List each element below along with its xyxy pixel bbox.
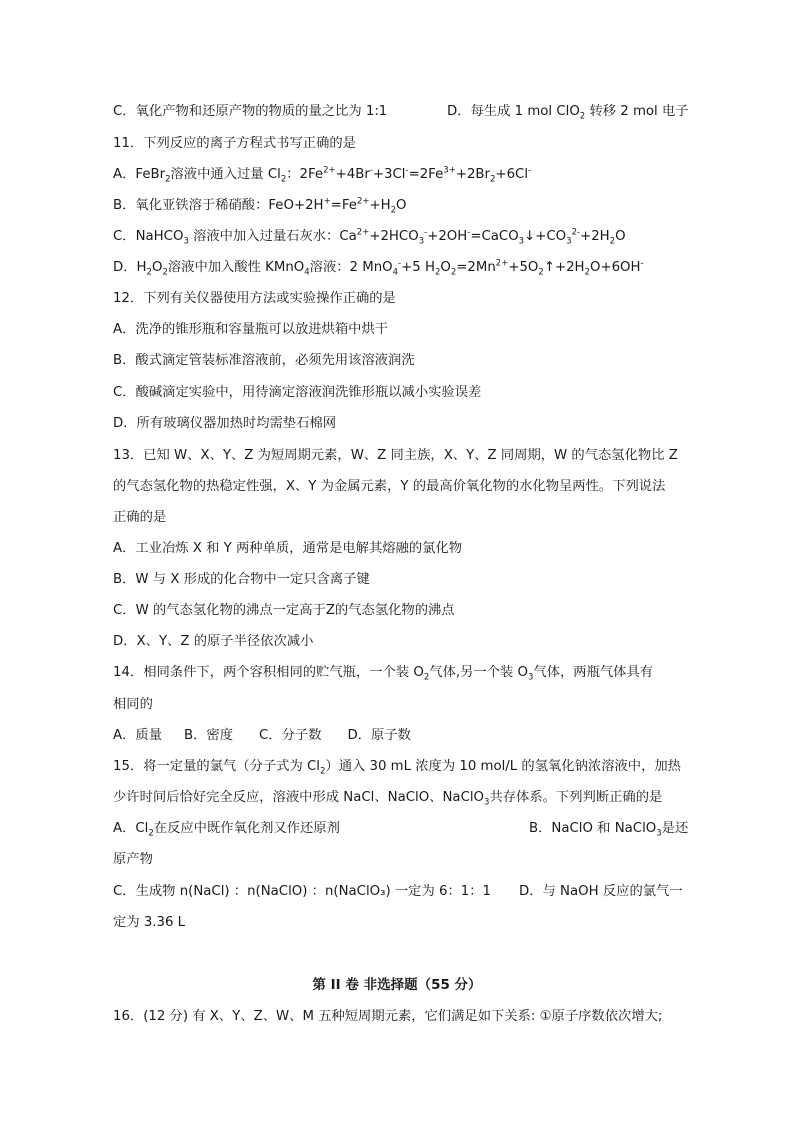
q14-option-c: C．分子数 bbox=[259, 728, 322, 743]
q12-stem: 12．下列有关仪器使用方法或实验操作正确的是 bbox=[113, 291, 396, 306]
q14-option-b: B．密度 bbox=[184, 728, 234, 743]
q16-stem: 16．(12 分) 有 X、Y、Z、W、M 五种短周期元素，它们满足如下关系: ①原子序数依次增大; bbox=[113, 1009, 663, 1024]
q15-stem-line1: 15．将一定量的氯气（分子式为 $Cl_2$）通入 30 mL 浓度为 10 mol/L 的氢氧化钠浓溶液中，加热 bbox=[113, 759, 681, 777]
q14-option-a: A．质量 bbox=[113, 728, 162, 743]
q15-option-d-cont: 定为 3.36 L bbox=[113, 915, 186, 930]
q15-option-b-cont: 原产物 bbox=[113, 852, 153, 867]
q14-stem-line1: 14．相同条件下，两个容积相同的贮气瓶，一个装 $O_2$气体,另一个装 $O_3$气体，两瓶气体具有 bbox=[113, 665, 654, 683]
q15-option-b: B．NaClO 和 NaClO$_3$是还 bbox=[529, 821, 689, 839]
q15-option-c: C．生成物 n(NaCl) ：n(NaClO) ：n(NaClO₃) 一定为 6：1：1 bbox=[113, 884, 491, 899]
q13-option-c: C．W 的气态氢化物的沸点一定高于Z的气态氢化物的沸点 bbox=[113, 603, 455, 618]
q11-stem: 11．下列反应的离子方程式书写正确的是 bbox=[113, 136, 356, 151]
q13-option-d: D．X、Y、Z 的原子半径依次减小 bbox=[113, 634, 314, 649]
q13-option-b: B．W 与 X 形成的化合物中一定只含离子键 bbox=[113, 572, 370, 587]
q10-option-d: D．每生成 1 mol ClO$_2$ 转移 2 mol 电子 bbox=[447, 104, 689, 122]
q11-option-c: C．NaHCO$_3$ 溶液中加入过量石灰水：$Ca^{2+}+2HCO_3^-+2OH^-=CaCO_3↓+CO_3^{2-}+2H_2O$ bbox=[113, 227, 626, 247]
q11-option-a: A．FeBr$_2$溶液中通入过量 $Cl_2$：$2Fe^{2+}+4Br^-+3Cl^-=2Fe^{3+}+2Br_2+6Cl^-$ bbox=[113, 165, 532, 185]
q15-option-a: A．$Cl_2$在反应中既作氧化剂又作还原剂 bbox=[113, 821, 340, 839]
q14-stem-line2: 相同的 bbox=[113, 697, 153, 712]
q14-options bbox=[113, 726, 411, 746]
q15-stem-line2: 少许时间后恰好完全反应，溶液中形成 NaCl、NaClO、NaClO$_3$共存体系。下列判断正确的是 bbox=[113, 790, 663, 808]
q11-option-b: B．氧化亚铁溶于稀硝酸：$FeO+2H^+=Fe^{2+}+H_2O$ bbox=[113, 196, 407, 216]
q14-option-d: D．原子数 bbox=[347, 728, 411, 743]
q13-stem-line2: 的气态氢化物的热稳定性强，X、Y 为金属元素，Y 的最高价氧化物的水化物呈两性。下列说法 bbox=[113, 479, 666, 494]
q15-option-d: D．与 NaOH 反应的氯气一 bbox=[519, 884, 683, 899]
q13-option-a: A．工业冶炼 X 和 Y 两种单质，通常是电解其熔融的氯化物 bbox=[113, 541, 463, 556]
q10-option-c: C．氧化产物和还原产物的物质的量之比为 1:1 bbox=[113, 104, 388, 119]
q13-stem-line1: 13．已知 W、X、Y、Z 为短周期元素，W、Z 同主族，X、Y、Z 同周期，W 的气态氢化物比 Z bbox=[113, 448, 678, 463]
q12-option-d: D．所有玻璃仪器加热时均需垫石棉网 bbox=[113, 416, 336, 431]
q12-option-c: C．酸碱滴定实验中，用待滴定溶液润洗锥形瓶以减小实验误差 bbox=[113, 385, 482, 400]
q12-option-a: A．洗净的锥形瓶和容量瓶可以放进烘箱中烘干 bbox=[113, 322, 389, 337]
q12-option-b: B．酸式滴定管装标准溶液前，必须先用该溶液润洗 bbox=[113, 353, 415, 368]
q11-option-d: D．$H_2O_2$溶液中加入酸性 KMnO$_4$溶液：2 MnO$_4$-+5 $H_2O_2=2Mn^{2+}+5O_2↑+2H_2O+6OH^-$ bbox=[113, 258, 644, 278]
section-title: 第 II 卷 非选择题（55 分） bbox=[312, 977, 482, 993]
q13-stem-line3: 正确的是 bbox=[113, 510, 167, 525]
